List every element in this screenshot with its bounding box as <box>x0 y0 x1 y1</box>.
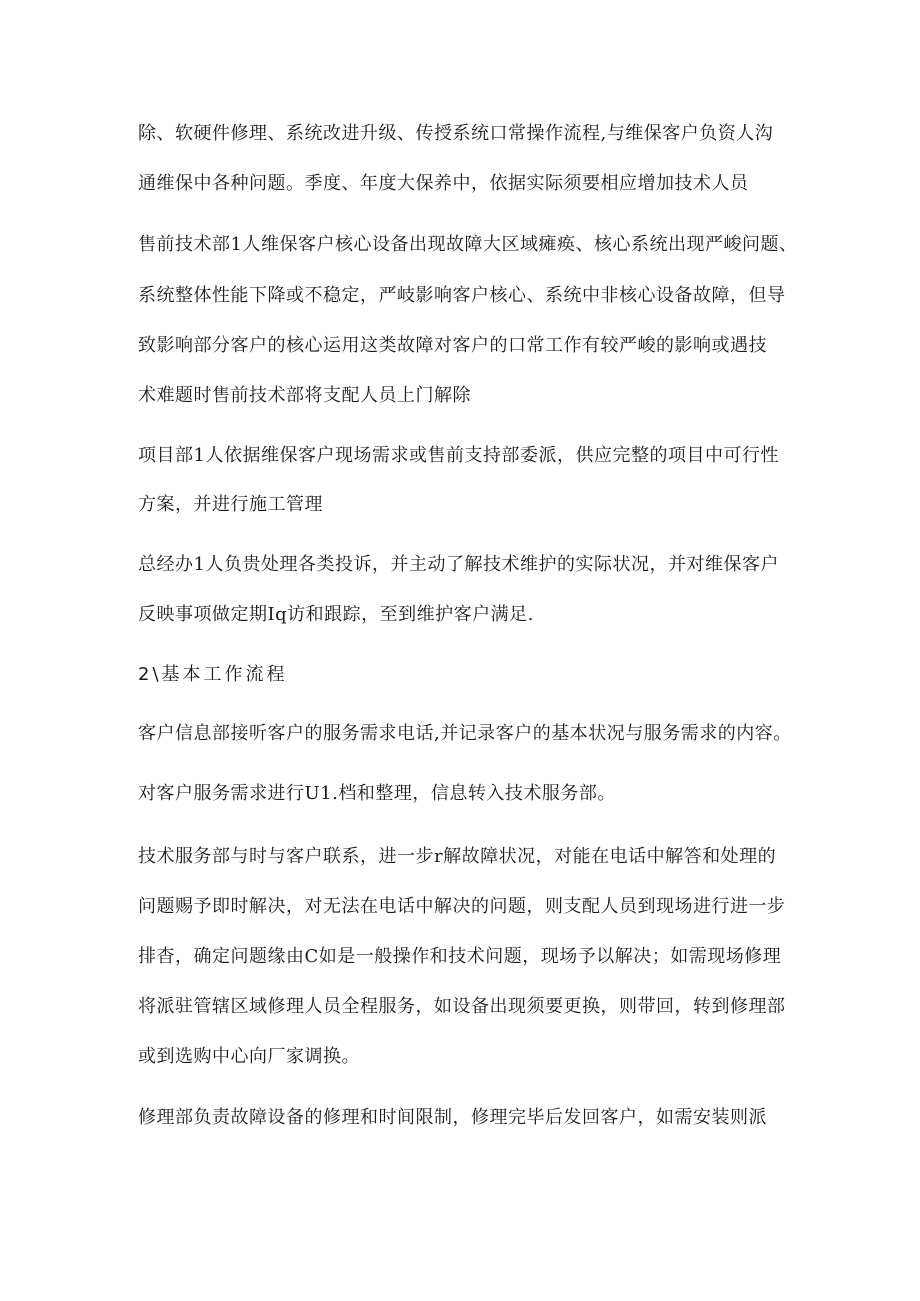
text-line: 致影响部分客户的核心运用这类故障对客户的口常工作有较严峻的影响或遇技 <box>138 335 767 356</box>
text-line: 除、软硬件修理、系统改进升级、传授系统口常操作流程,与维保客户负资人沟 <box>138 123 774 144</box>
text-line: 修理部负责故障设备的修理和时间限制，修理完毕后发回客户，如需安装则派 <box>138 1107 767 1128</box>
text-line: 系统整体性能下降或不稳定，严岐影响客户核心、系统中非核心设备故障，但导 <box>138 285 786 306</box>
text-line: 对客户服务需求进行U1.档和整理，信息转入技术服务部。 <box>138 783 616 804</box>
text-line: 方案，并进行施工管理 <box>138 494 323 515</box>
text-line: 项目部1人依据维保客户现场需求或售前支持部委派，供应完整的项目中可行性 <box>138 445 779 466</box>
text-line: 技术服务部与时与客户联系，进一步r解故障状况，对能在电话中解答和处理的 <box>138 846 777 867</box>
text-line: 客户信息部接听客户的服务需求电话,并记录客户的基本状况与服务需求的内容。 <box>138 723 792 744</box>
text-line: 排杳，确定问题缘由C如是一般操作和技术问题，现场予以解决；如需现场修理 <box>138 946 782 967</box>
text-line: 或到选购中心向厂家调换。 <box>138 1046 360 1067</box>
text-line: 术难题时售前技术部将支配人员上门解除 <box>138 385 471 406</box>
text-line: 问题赐予即时解决，对无法在电话中解决的问题，则支配人员到现场进行进一步 <box>138 896 786 917</box>
text-line: 总经办1人负贵处理各类投诉，并主动了解技术维护的实际状况，并对维保客户 <box>138 554 779 575</box>
text-line: 通维保中各种问题。季度、年度大保养中，依据实际须要相应增加技术人员 <box>138 173 749 194</box>
text-line: 将派驻管辖区域修理人员全程服务，如设备出现须要更换，则带回，转到修理部 <box>138 996 786 1017</box>
text-line: 售前技术部1人维保客户核心设备出现故障大区域瘫痪、核心系统出现严峻问题、 <box>138 234 798 255</box>
text-line: 反映事项做定期Iq访和跟踪，至到维护客户满足. <box>138 604 534 625</box>
section-heading: 2\基本工作流程 <box>138 664 288 685</box>
